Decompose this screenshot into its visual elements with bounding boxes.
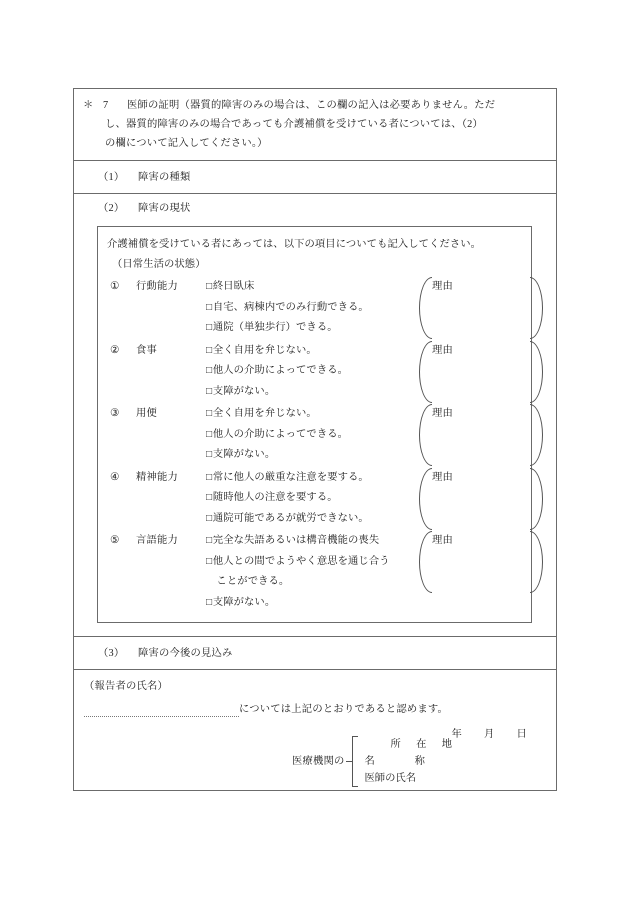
reason-label: 理由	[432, 344, 454, 356]
checkbox-icon[interactable]: □	[206, 471, 213, 483]
item-options	[206, 531, 531, 613]
ability-item	[98, 277, 531, 339]
reason-field[interactable]	[419, 531, 543, 593]
institution-address-field[interactable]	[363, 736, 459, 753]
daily-living-sublead: （日常生活の状態）	[112, 259, 206, 271]
reason-field[interactable]	[419, 341, 543, 403]
checkbox-icon[interactable]: □	[206, 322, 213, 334]
subsection-3-label: 障害の今後の見込み	[138, 648, 233, 660]
reason-bracket-left	[419, 277, 432, 339]
subsection-2-number: （2）	[98, 203, 125, 215]
ability-item	[98, 531, 531, 613]
reason-field[interactable]	[419, 404, 543, 466]
date-year-label: 年	[451, 729, 462, 741]
reason-bracket-left	[419, 468, 432, 530]
checkbox-icon[interactable]: □	[206, 408, 213, 420]
institution-bracket	[352, 736, 358, 787]
option-row[interactable]	[206, 593, 531, 614]
option-label: 他人の介助によってできる。	[212, 365, 349, 377]
checkbox-icon[interactable]: □	[206, 449, 213, 461]
subsection-2-label: 障害の現状	[138, 203, 191, 215]
section-number: 7	[103, 100, 109, 111]
date-day-label: 日	[516, 729, 527, 741]
checkbox-icon[interactable]: □	[206, 535, 213, 547]
section-title: 医師の証明	[127, 100, 180, 111]
option-label: 支障がない。	[212, 385, 276, 397]
reason-bracket-left	[419, 404, 432, 466]
item-label: 用便	[136, 408, 158, 420]
item-label: 精神能力	[136, 471, 179, 483]
section-header-note	[74, 89, 556, 161]
ability-item	[98, 404, 531, 466]
item-index: ②	[110, 344, 120, 356]
institution-address-label: 所 在 地	[390, 739, 459, 751]
reason-bracket-right	[530, 531, 543, 593]
subsection-3-number: （3）	[98, 648, 125, 660]
option-label: 他人との間でようやく意思を通じ合う	[212, 555, 390, 567]
reason-field[interactable]	[419, 468, 543, 530]
checkbox-icon[interactable]: □	[206, 428, 213, 440]
reason-label: 理由	[432, 408, 454, 420]
item-label: 行動能力	[136, 281, 179, 293]
reason-field[interactable]	[419, 277, 543, 339]
item-options	[206, 341, 531, 403]
checkbox-icon[interactable]: □	[206, 555, 213, 567]
item-options	[206, 277, 531, 339]
daily-living-box	[97, 226, 532, 623]
reason-label: 理由	[432, 535, 454, 547]
reason-label: 理由	[432, 281, 454, 293]
checkbox-icon[interactable]: □	[206, 281, 213, 293]
ability-item	[98, 468, 531, 530]
institution-name-label: 名 称	[364, 756, 432, 768]
form-frame	[73, 88, 557, 791]
reason-bracket-right	[530, 404, 543, 466]
subsection-3-row	[74, 637, 556, 670]
checkbox-icon[interactable]: □	[206, 596, 213, 608]
option-label: 常に他人の厳重な注意を要する。	[212, 471, 369, 483]
item-options	[206, 404, 531, 466]
doctor-name-field[interactable]	[363, 770, 459, 787]
reason-bracket-right	[530, 468, 543, 530]
reporter-name-input[interactable]	[84, 705, 239, 717]
option-label: 全く自用を弁じない。	[212, 408, 317, 420]
option-label: 支障がない。	[212, 596, 276, 608]
subsection-1-number: （1）	[98, 172, 125, 184]
subsection-2-block	[74, 194, 556, 637]
acknowledgement-line	[84, 702, 544, 717]
option-label: 支障がない。	[212, 449, 276, 461]
institution-name-field[interactable]	[363, 753, 459, 770]
asterisk-marker: ＊	[83, 100, 94, 111]
option-label: 終日臥床	[212, 281, 255, 293]
institution-fields	[363, 736, 459, 787]
daily-living-lead: 介護補償を受けている者にあっては、以下の項目についても記入してください。	[107, 239, 482, 251]
reason-label: 理由	[432, 471, 454, 483]
institution-group-label: 医療機関の	[292, 756, 345, 768]
item-index: ⑤	[110, 535, 120, 547]
date-month-label: 月	[483, 729, 495, 741]
item-label: 言語能力	[136, 535, 179, 547]
subsection-2-row	[74, 194, 556, 224]
item-label: 食事	[136, 344, 158, 356]
subsection-1-row	[74, 161, 556, 194]
reporter-name-title: （報告者の氏名）	[84, 681, 169, 693]
option-label: 他人の介助によってできる。	[212, 428, 349, 440]
subsection-1-label: 障害の種類	[138, 172, 191, 184]
reason-bracket-left	[419, 341, 432, 403]
section-note-line-1: （器質的障害のみの場合は、この欄の記入は必要ありません。ただ	[179, 100, 496, 111]
reason-bracket-left	[419, 531, 432, 593]
option-label: 自宅、病棟内でのみ行動できる。	[212, 301, 369, 313]
option-label: 随時他人の注意を要する。	[212, 492, 338, 504]
checkbox-icon[interactable]: □	[206, 344, 213, 356]
item-index: ①	[110, 281, 120, 293]
acknowledgement-text: については上記のとおりであると認めます。	[239, 703, 449, 715]
option-label: ことができる。	[216, 576, 290, 588]
signature-block	[74, 670, 556, 790]
reason-bracket-right	[530, 341, 543, 403]
checkbox-icon[interactable]: □	[206, 512, 213, 524]
ability-item	[98, 341, 531, 403]
checkbox-icon[interactable]: □	[206, 365, 213, 377]
checkbox-icon[interactable]: □	[206, 492, 213, 504]
item-index: ③	[110, 408, 120, 420]
option-label: 通院可能であるが就労できない。	[212, 512, 369, 524]
reason-bracket-right	[530, 277, 543, 339]
checkbox-icon[interactable]: □	[206, 385, 213, 397]
doctor-name-label: 医師の氏名	[364, 773, 416, 785]
institution-group	[292, 736, 459, 787]
section-note-line-3: の欄について記入してください。）	[105, 138, 268, 150]
option-label: 全く自用を弁じない。	[212, 344, 317, 356]
item-index: ④	[110, 471, 120, 483]
checkbox-icon[interactable]: □	[206, 301, 213, 313]
item-options	[206, 468, 531, 530]
option-label: 通院（単独歩行）できる。	[212, 322, 338, 334]
option-label: 完全な失語あるいは構音機能の喪失	[212, 535, 380, 547]
section-note-line-2: し、器質的障害のみの場合であっても介護補償を受けている者については、（2）	[105, 119, 483, 131]
